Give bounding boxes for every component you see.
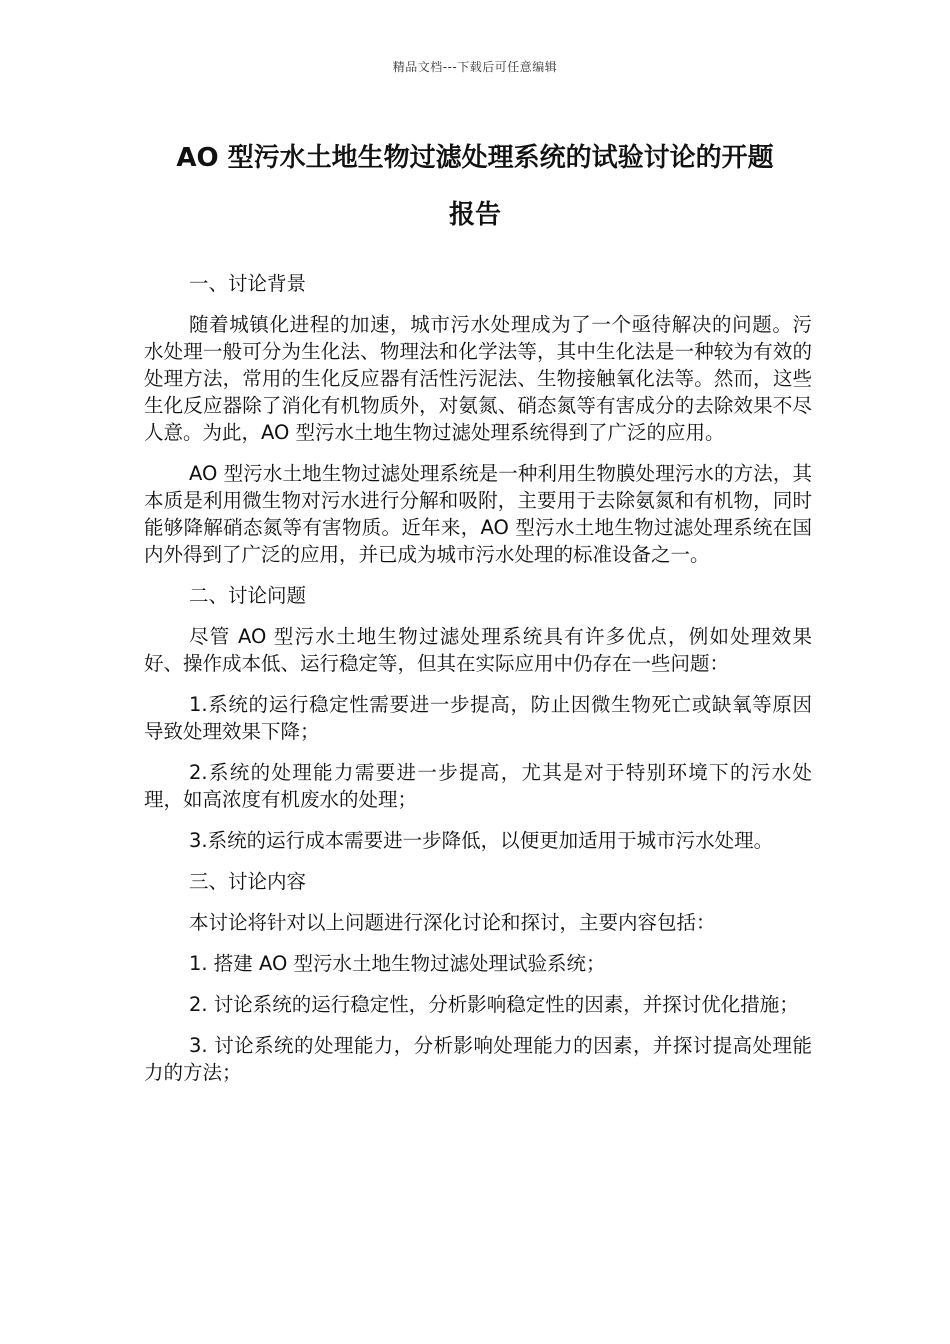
content-item-1: 1. 搭建 AO 型污水土地生物过滤处理试验系统； bbox=[189, 952, 606, 975]
problems-paragraph: 尽管 AO 型污水土地生物过滤处理系统具有许多优点，例如处理效果好、操作成本低、运行稳定等，但其在实际应用中仍存在一些问题： bbox=[144, 625, 812, 675]
document-body bbox=[144, 270, 812, 1100]
content-item-2: 2. 讨论系统的运行稳定性，分析影响稳定性的因素，并探讨优化措施； bbox=[189, 993, 799, 1016]
page-header: 精品文档---下载后可任意编辑 bbox=[392, 60, 558, 74]
problem-item-2: 2.系统的处理能力需要进一步提高，尤其是对于特别环境下的污水处理，如高浓度有机废水的处理； bbox=[144, 761, 812, 811]
section-heading-content: 三、讨论内容 bbox=[189, 870, 307, 893]
section-heading-problems: 二、讨论问题 bbox=[189, 584, 307, 607]
title-line-1: AO 型污水土地生物过滤处理系统的试验讨论的开题 bbox=[176, 143, 774, 173]
document-title bbox=[140, 130, 810, 244]
problem-item-3: 3.系统的运行成本需要进一步降低，以便更加适用于城市污水处理。 bbox=[189, 829, 774, 852]
problem-item-1: 1.系统的运行稳定性需要进一步提高，防止因微生物死亡或缺氧等原因导致处理效果下降； bbox=[144, 693, 812, 743]
section-heading-background: 一、讨论背景 bbox=[189, 272, 307, 295]
title-line-2: 报告 bbox=[448, 200, 501, 230]
background-paragraph-2: AO 型污水土地生物过滤处理系统是一种利用生物膜处理污水的方法，其本质是利用微生物对污水进行分解和吸附，主要用于去除氨氮和有机物，同时能够降解硝态氮等有害物质。近年来，AO 型污水土地生物过滤处理系统在国内外得到了广泛的应用，并已成为城市污水处理的标准设备之一。 bbox=[144, 462, 812, 566]
content-item-3: 3. 讨论系统的处理能力，分析影响处理能力的因素，并探讨提高处理能力的方法； bbox=[144, 1034, 812, 1084]
background-paragraph-1: 随着城镇化进程的加速，城市污水处理成为了一个亟待解决的问题。污水处理一般可分为生化法、物理法和化学法等，其中生化法是一种较为有效的处理方法，常用的生化反应器有活性污泥法、生物接触氧化法等。然而，这些生化反应器除了消化有机物质外，对氨氮、硝态氮等有害成分的去除效果不尽人意。为此，AO 型污水土地生物过滤处理系统得到了广泛的应用。 bbox=[144, 313, 812, 444]
content-paragraph: 本讨论将针对以上问题进行深化讨论和探讨，主要内容包括： bbox=[189, 911, 716, 934]
